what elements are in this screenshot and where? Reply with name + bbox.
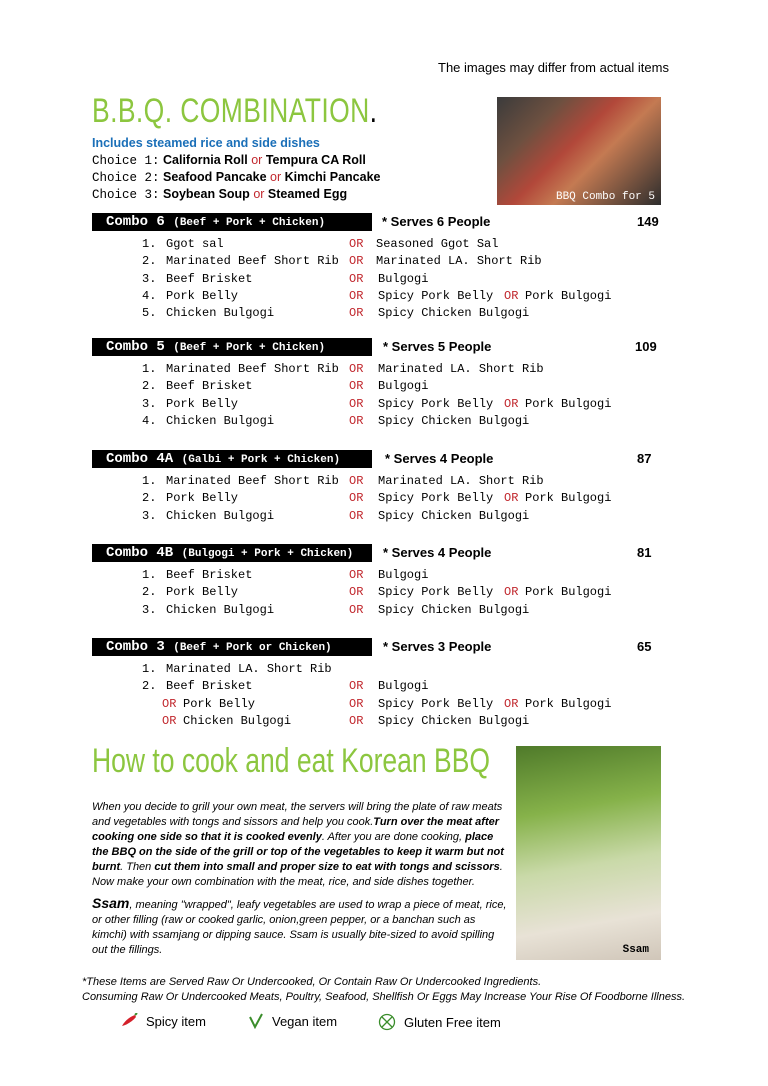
instructions-emphasis: Turn over the meat after cooking one side so that it is cooked evenly (92, 816, 500, 843)
choice-3 (92, 187, 347, 202)
combo-item-main: Chicken Bulgogi (183, 714, 292, 728)
combo-name: Combo 3 (106, 639, 165, 655)
choice-option-a: Seafood Pancake (163, 170, 267, 184)
combo-item-alt: Spicy Pork Belly (378, 289, 494, 303)
choice-option-a: California Roll (163, 153, 248, 167)
choice-or: or (251, 153, 263, 167)
ssam-photo-caption: Ssam (622, 944, 649, 956)
legend-spicy-label: Spicy item (146, 1013, 206, 1029)
bbq-combo-photo (497, 97, 661, 205)
combo-item-num: 1. (142, 662, 157, 676)
instructions-text: . Then (120, 861, 155, 873)
combo-5-header (92, 338, 372, 356)
bbq-photo-caption: BBQ Combo for 5 (555, 191, 655, 203)
how-to-title: How to cook and eat Korean BBQ (92, 742, 491, 780)
combo-item-main: Beef Brisket (166, 679, 253, 693)
combo-name: Combo 4B (106, 545, 174, 561)
combo-item-or: OR (504, 491, 519, 505)
combo-item-main: Marinated Beef Short Rib (166, 254, 339, 268)
ssam-text: , meaning "wrapped", leafy vegetables are used to wrap a piece of meat, rice, or other filling (raw or cooked garlic, onion,green pepper, or a banchan such as kimchi) with ssamjang or dipping sauce. Ssam is usually bite-sized to avoid spilling out the fillings. (92, 899, 507, 956)
combo-5-price: 109 (635, 339, 657, 354)
combo-item-alt: Spicy Chicken Bulgogi (378, 603, 530, 617)
combo-item-main: Chicken Bulgogi (166, 509, 275, 523)
combo-item-or: OR (349, 306, 364, 320)
combo-item-alt: Bulgogi (378, 272, 429, 286)
combo-item-or: OR (349, 362, 364, 376)
combo-item-or: OR (349, 414, 364, 428)
combo-item-main: Marinated Beef Short Rib (166, 474, 339, 488)
choice-label: Choice 1: (92, 154, 160, 168)
combo-3-price: 65 (637, 639, 652, 654)
combo-item-num: 2. (142, 491, 157, 505)
combo-item-alt: Spicy Pork Belly (378, 491, 494, 505)
raw-food-warning-1: *These Items are Served Raw Or Undercooked, Or Contain Raw Or Undercooked Ingredients. (82, 976, 542, 988)
instructions-text: When you decide to grill your own meat, the servers will bring the plate of raw meats and vegetables with tongs and sissors and help you cook. (92, 801, 503, 828)
combo-item-alt: Marinated LA. Short Rib (378, 362, 544, 376)
combo-item-num: 3. (142, 603, 157, 617)
combo-item-alt2: Pork Bulgogi (525, 289, 612, 303)
combo-item-alt: Marinated LA. Short Rib (376, 254, 542, 268)
combo-item-num: 3. (142, 397, 157, 411)
combo-item-main: Marinated LA. Short Rib (166, 662, 332, 676)
combo-name: Combo 5 (106, 339, 165, 355)
ssam-description (92, 896, 510, 958)
combo-detail: (Bulgogi + Pork + Chicken) (181, 548, 354, 560)
bbq-title (92, 92, 377, 131)
combo-item-or: OR (349, 679, 364, 693)
combo-item-num: 2. (142, 254, 157, 268)
combo-item-num: 3. (142, 272, 157, 286)
combo-item-num: 1. (142, 362, 157, 376)
combo-4a-serves: * Serves 4 People (385, 451, 494, 466)
combo-item-alt2: Pork Bulgogi (525, 697, 612, 711)
combo-item-alt2: Pork Bulgogi (525, 491, 612, 505)
combo-item-main: Pork Belly (166, 289, 239, 303)
combo-item-main: Chicken Bulgogi (166, 306, 275, 320)
choice-option-b: Kimchi Pancake (284, 170, 381, 184)
combo-item-alt: Bulgogi (378, 679, 429, 693)
combo-item-alt: Spicy Chicken Bulgogi (378, 306, 530, 320)
combo-item-or: OR (349, 509, 364, 523)
combo-name: Combo 4A (106, 451, 174, 467)
combo-item-or: OR (349, 603, 364, 617)
combo-item-or: OR (504, 289, 519, 303)
legend-gluten (378, 1013, 501, 1034)
choice-2 (92, 170, 381, 185)
combo-4b-header (92, 544, 372, 562)
instructions-emphasis: cut them into small and proper size to eat with tongs and scissors (154, 861, 500, 873)
combo-item-main: Beef Brisket (166, 568, 253, 582)
combo-item-num: 3. (142, 509, 157, 523)
choice-option-b: Steamed Egg (267, 187, 348, 201)
legend-vegan (248, 1013, 337, 1032)
combo-item-or: OR (349, 697, 364, 711)
combo-item-main: Pork Belly (166, 585, 239, 599)
choice-or: or (253, 187, 265, 201)
bbq-title-dot: . (369, 92, 378, 130)
combo-item-or: OR (349, 237, 364, 251)
choice-label: Choice 3: (92, 188, 160, 202)
includes-note: Includes steamed rice and side dishes (92, 136, 320, 150)
combo-item-num: 5. (142, 306, 157, 320)
combo-item-main: Marinated Beef Short Rib (166, 362, 339, 376)
combo-detail: (Galbi + Pork + Chicken) (181, 454, 341, 466)
cooking-instructions (92, 800, 510, 890)
image-disclaimer: The images may differ from actual items (438, 60, 669, 75)
combo-item-num: 1. (142, 237, 157, 251)
combo-item-alt: Marinated LA. Short Rib (378, 474, 544, 488)
combo-item-alt: Spicy Pork Belly (378, 697, 494, 711)
combo-item-alt: Spicy Pork Belly (378, 585, 494, 599)
ssam-term: Ssam (92, 895, 130, 911)
combo-6-price: 149 (637, 214, 659, 229)
combo-item-alt: Seasoned Ggot Sal (376, 237, 499, 251)
combo-3-header (92, 638, 372, 656)
combo-item-or: OR (349, 491, 364, 505)
combo-item-or: OR (349, 397, 364, 411)
choice-option-a: Soybean Soup (163, 187, 250, 201)
combo-item-or: OR (349, 474, 364, 488)
combo-item-main: Pork Belly (166, 491, 239, 505)
combo-item-main: Beef Brisket (166, 379, 253, 393)
combo-item-alt: Bulgogi (378, 568, 429, 582)
combo-item-main: Pork Belly (183, 697, 256, 711)
combo-item-alt: Spicy Chicken Bulgogi (378, 509, 530, 523)
combo-3-serves: * Serves 3 People (383, 639, 492, 654)
instructions-emphasis: place the BBQ on the side of the grill or top of the vegetables to keep it warm but not burnt (92, 831, 504, 873)
combo-item-alt2: Pork Bulgogi (525, 585, 612, 599)
combo-4b-serves: * Serves 4 People (383, 545, 492, 560)
combo-item-or: OR (504, 585, 519, 599)
combo-item-num: 2. (142, 679, 157, 693)
combo-item-num: 1. (142, 474, 157, 488)
combo-item-main: Beef Brisket (166, 272, 253, 286)
combo-item-or: OR (349, 714, 364, 728)
leaf-check-icon (248, 1013, 264, 1032)
instructions-text: . After you are done cooking, (321, 831, 466, 843)
instructions-text: . Now make your own combination with the meat, rice, and side dishes together. (92, 861, 503, 888)
raw-food-warning-2: Consuming Raw Or Undercooked Meats, Poultry, Seafood, Shellfish Or Eggs May Increase Your Rise Of Foodborne Illness. (82, 991, 686, 1003)
combo-item-main: Pork Belly (166, 397, 239, 411)
combo-item-num: 4. (142, 414, 157, 428)
combo-5-serves: * Serves 5 People (383, 339, 492, 354)
legend-vegan-label: Vegan item (272, 1013, 338, 1029)
combo-item-alt: Bulgogi (378, 379, 429, 393)
combo-item-num: 2. (142, 585, 157, 599)
combo-item-main: Ggot sal (166, 237, 224, 251)
combo-item-or: OR (349, 568, 364, 582)
combo-6-header (92, 213, 372, 231)
combo-4a-header (92, 450, 372, 468)
combo-item-alt: Spicy Pork Belly (378, 397, 494, 411)
combo-item-main: Chicken Bulgogi (166, 603, 275, 617)
combo-item-num: 1. (142, 568, 157, 582)
combo-4a-price: 87 (637, 451, 652, 466)
combo-item-alt: Spicy Chicken Bulgogi (378, 714, 530, 728)
combo-item-or: OR (349, 272, 364, 286)
bbq-title-text: B.B.Q. COMBINATION (92, 92, 370, 130)
combo-item-or: OR (349, 585, 364, 599)
combo-4b-price: 81 (637, 545, 652, 560)
choice-option-b: Tempura CA Roll (265, 153, 366, 167)
combo-item-main: Chicken Bulgogi (166, 414, 275, 428)
combo-item-num: 2. (142, 379, 157, 393)
combo-item-or: OR (349, 289, 364, 303)
combo-6-serves: * Serves 6 People (382, 214, 491, 229)
combo-detail: (Beef + Pork or Chicken) (173, 642, 332, 654)
ssam-photo (516, 746, 661, 960)
combo-item-num: 4. (142, 289, 157, 303)
choice-or: or (270, 170, 282, 184)
chili-pepper-icon (120, 1013, 138, 1032)
combo-item-or: OR (162, 714, 177, 728)
combo-detail: (Beef + Pork + Chicken) (173, 342, 326, 354)
legend-spicy (120, 1013, 206, 1032)
legend-gluten-label: Gluten Free item (404, 1014, 501, 1030)
combo-item-alt: Spicy Chicken Bulgogi (378, 414, 530, 428)
gluten-free-icon (378, 1013, 396, 1034)
choice-label: Choice 2: (92, 171, 160, 185)
combo-detail: (Beef + Pork + Chicken) (173, 217, 326, 229)
combo-name: Combo 6 (106, 214, 165, 230)
combo-item-or: OR (162, 697, 177, 711)
combo-item-or: OR (349, 254, 364, 268)
combo-item-alt2: Pork Bulgogi (525, 397, 612, 411)
combo-item-or: OR (504, 697, 519, 711)
choice-1 (92, 153, 366, 168)
combo-item-or: OR (349, 379, 364, 393)
combo-item-or: OR (504, 397, 519, 411)
